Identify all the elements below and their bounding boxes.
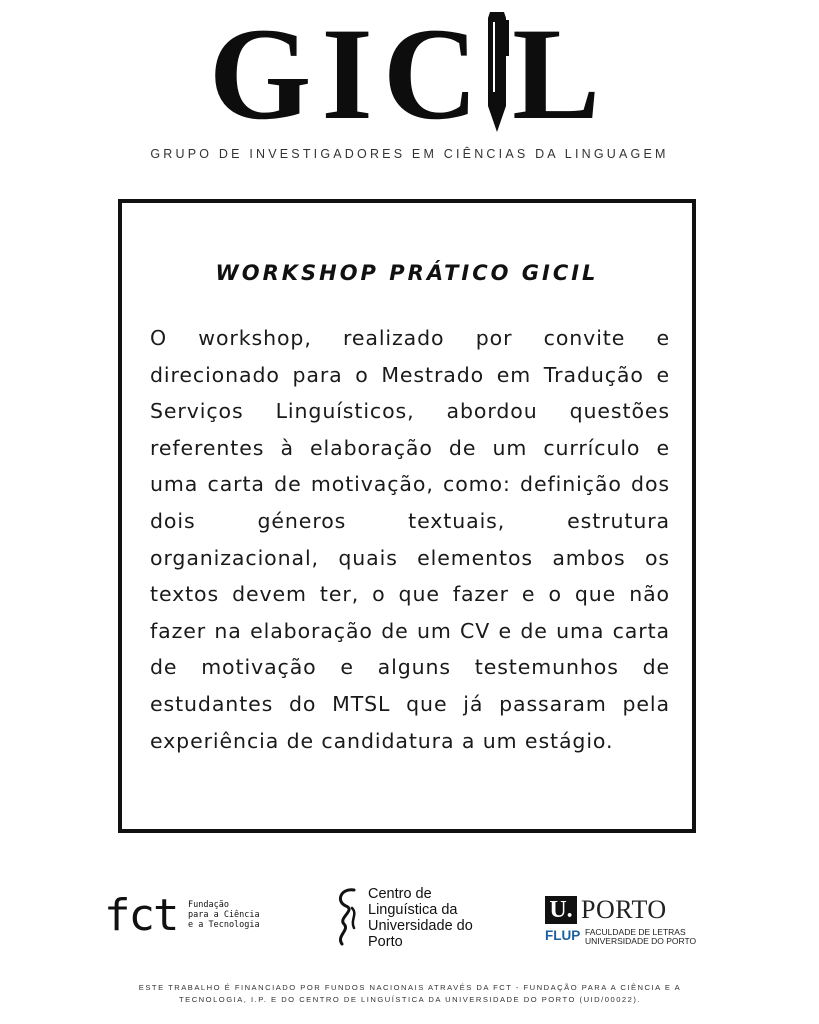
flup-label: FLUP <box>545 928 581 943</box>
group-subtitle: GRUPO DE INVESTIGADORES EM CIÊNCIAS DA LINGUAGEM <box>150 147 669 161</box>
clup-logo-icon <box>330 884 362 950</box>
gicil-logo <box>0 0 819 147</box>
workshop-title: WORKSHOP PRÁTICO GICIL <box>215 261 599 285</box>
pen-icon <box>484 12 510 132</box>
clup-name-line: Universidade do <box>368 918 473 934</box>
partner-logos <box>0 870 819 960</box>
porto-wordmark: PORTO <box>581 895 667 924</box>
logo-text-left: GIC <box>208 0 489 147</box>
workshop-description: O workshop, realizado por convite e direcionado para o Mestrado em Tradução e Serviços Linguísticos, abordou questões referentes à elaboração de um currículo e uma carta de motivação, como: definição dos dois géneros textuais, estrutura organizacional, quais elementos ambos os textos devem ter, o que fazer e o que não fazer na elaboração de um CV e de uma carta de motivação e alguns testemunhos de estudantes do MTSL que já passaram pela experiência de candidatura a um estágio. <box>150 326 670 753</box>
u-mark: U. <box>545 896 577 924</box>
funding-notice: ESTE TRABALHO É FINANCIADO POR FUNDOS NACIONAIS ATRAVÉS DA FCT - FUNDAÇÃO PARA A CIÊNCIA E A TECNOLOGIA, I.P. E DO CENTRO DE LINGUÍSTICA DA UNIVERSIDADE DO PORTO (UID/00022). <box>138 983 682 1004</box>
flup-name <box>585 928 696 946</box>
fct-name-line: Fundação <box>188 900 229 910</box>
fct-name <box>188 900 278 930</box>
workshop-box <box>118 199 696 833</box>
fct-mark: fct <box>104 890 178 941</box>
fct-logo <box>104 890 260 941</box>
header <box>0 0 819 180</box>
logo-text-right: L <box>512 0 611 147</box>
clup-name-line: Linguística da <box>368 902 458 918</box>
flup-name-line: FACULDADE DE LETRAS <box>585 927 686 937</box>
clup-name-line: Centro de <box>368 886 432 902</box>
flup-name-line: UNIVERSIDADE DO PORTO <box>585 936 697 946</box>
clup-name <box>368 886 473 950</box>
fct-name-line: e a Tecnologia <box>188 920 260 930</box>
clup-name-line: Porto <box>368 934 403 950</box>
fct-name-line: para a Ciência <box>188 910 260 920</box>
